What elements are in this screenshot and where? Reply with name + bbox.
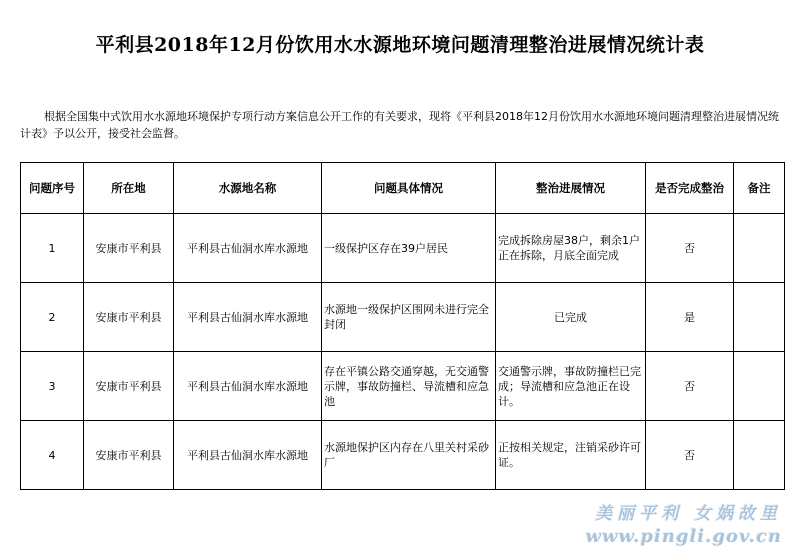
table-row xyxy=(21,352,785,421)
header-problem: 问题具体情况 xyxy=(322,163,496,214)
table-row xyxy=(21,214,785,283)
header-source: 水源地名称 xyxy=(174,163,322,214)
cell-location: 安康市平利县 xyxy=(84,421,174,490)
cell-problem: 水源地保护区内存在八里关村采砂厂 xyxy=(322,421,496,490)
cell-source: 平利县古仙洞水库水源地 xyxy=(174,352,322,421)
statistics-table xyxy=(20,162,785,490)
table-header-row xyxy=(21,163,785,214)
cell-done: 否 xyxy=(646,214,734,283)
cell-progress: 已完成 xyxy=(496,283,646,352)
cell-location: 安康市平利县 xyxy=(84,283,174,352)
cell-done: 否 xyxy=(646,352,734,421)
cell-no: 3 xyxy=(21,352,84,421)
header-remark: 备注 xyxy=(734,163,785,214)
cell-problem: 水源地一级保护区围网未进行完全封闭 xyxy=(322,283,496,352)
cell-problem: 存在平镇公路交通穿越，无交通警示牌，事故防撞栏、导流槽和应急池 xyxy=(322,352,496,421)
table-row xyxy=(21,421,785,490)
cell-source: 平利县古仙洞水库水源地 xyxy=(174,421,322,490)
cell-progress: 完成拆除房屋38户，剩余1户正在拆除，月底全面完成 xyxy=(496,214,646,283)
header-location: 所在地 xyxy=(84,163,174,214)
cell-no: 2 xyxy=(21,283,84,352)
cell-problem: 一级保护区存在39户居民 xyxy=(322,214,496,283)
cell-done: 否 xyxy=(646,421,734,490)
cell-location: 安康市平利县 xyxy=(84,214,174,283)
cell-remark xyxy=(734,421,785,490)
header-done: 是否完成整治 xyxy=(646,163,734,214)
page-title: 平利县2018年12月份饮用水水源地环境问题清理整治进展情况统计表 xyxy=(95,34,705,56)
cell-progress: 交通警示牌，事故防撞栏已完成；导流槽和应急池正在设计。 xyxy=(496,352,646,421)
cell-location: 安康市平利县 xyxy=(84,352,174,421)
cell-remark xyxy=(734,214,785,283)
cell-remark xyxy=(734,283,785,352)
header-progress: 整治进展情况 xyxy=(496,163,646,214)
watermark-url: www.pingli.gov.cn xyxy=(585,526,782,547)
cell-no: 1 xyxy=(21,214,84,283)
site-watermark xyxy=(585,503,782,549)
cell-progress: 正按相关规定，注销采砂许可证。 xyxy=(496,421,646,490)
cell-done: 是 xyxy=(646,283,734,352)
cell-no: 4 xyxy=(21,421,84,490)
header-no: 问题序号 xyxy=(21,163,84,214)
watermark-slogan: 美丽平利 女娲故里 xyxy=(595,504,782,524)
cell-remark xyxy=(734,352,785,421)
table-row xyxy=(21,283,785,352)
cell-source: 平利县古仙洞水库水源地 xyxy=(174,283,322,352)
intro-paragraph: 根据全国集中式饮用水水源地环境保护专项行动方案信息公开工作的有关要求，现将《平利县2018年12月份饮用水水源地环境问题清理整治进展情况统计表》予以公开，接受社会监督。 xyxy=(20,110,779,140)
cell-source: 平利县古仙洞水库水源地 xyxy=(174,214,322,283)
